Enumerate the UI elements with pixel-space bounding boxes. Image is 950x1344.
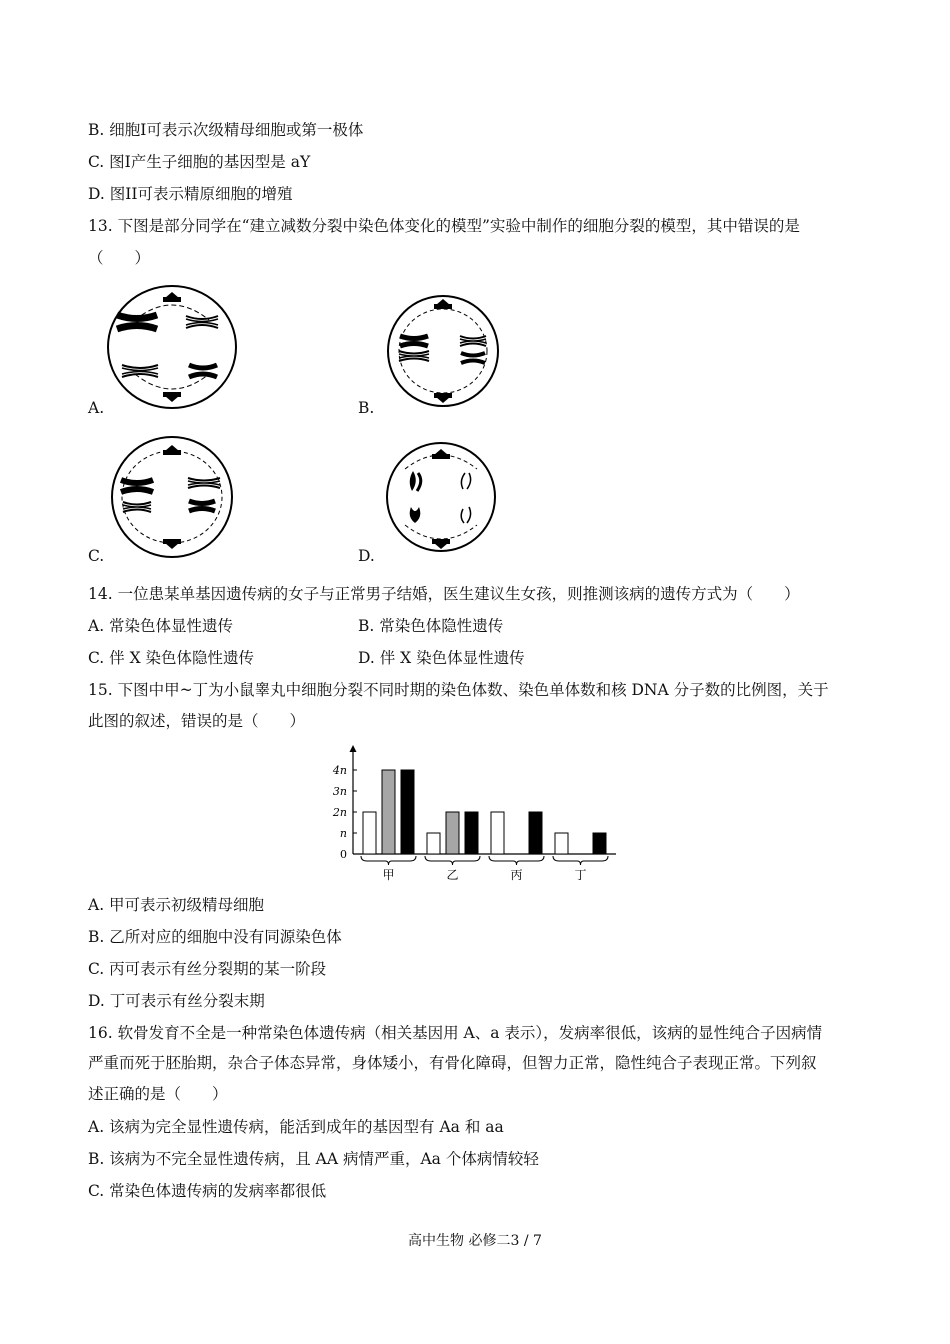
q14-option-c: C. 伴 X 染色体隐性遗传	[88, 649, 255, 667]
q13-label-d: D.	[358, 547, 375, 565]
q13-label-b: B.	[358, 399, 375, 417]
q12-option-c: C. 图I产生子细胞的基因型是 aY	[88, 153, 311, 171]
y-tick-label: n	[339, 827, 347, 840]
chromosome-ratio-chart	[330, 742, 625, 884]
q13-stem-bracket: （ ）	[88, 249, 151, 267]
category-bracket	[553, 856, 608, 865]
y-tick-label: 4n	[332, 764, 347, 777]
q15-stem: 15. 下图中甲~丁为小鼠睾丸中细胞分裂不同时期的染色体数、染色单体数和核 DNA 分子数的比例图，关于	[88, 681, 829, 699]
cell-model-b-figure	[385, 293, 505, 411]
bar-丙-1	[491, 812, 504, 854]
q14-stem: 14. 一位患某单基因遗传病的女子与正常男子结婚，医生建议生女孩，则推测该病的遗传方式为（ ）	[88, 585, 800, 603]
bar-丙-3	[529, 812, 542, 854]
cell-model-d-figure	[385, 441, 501, 557]
y-tick-label: 0	[340, 848, 347, 861]
q12-option-d: D. 图II可表示精原细胞的增殖	[88, 185, 293, 203]
q12-option-b: B. 细胞I可表示次级精母细胞或第一极体	[88, 121, 364, 139]
page-footer: 高中生物 必修二3 / 7	[408, 1233, 542, 1249]
bar-乙-3	[465, 812, 478, 854]
bar-甲-2	[382, 770, 395, 854]
q16-stem-line3: 述正确的是（ ）	[88, 1085, 228, 1103]
category-bracket	[489, 856, 544, 865]
x-category-label: 丁	[574, 868, 587, 882]
bar-甲-3	[401, 770, 414, 854]
y-axis-arrow	[350, 745, 357, 752]
x-category-label: 甲	[382, 868, 395, 882]
q15-option-b: B. 乙所对应的细胞中没有同源染色体	[88, 928, 342, 946]
q16-stem-line1: 16. 软骨发育不全是一种常染色体遗传病（相关基因用 A、a 表示），发病率很低，该病的显性纯合子因病情	[88, 1024, 823, 1042]
bar-丁-3	[593, 833, 606, 854]
bar-甲-1	[363, 812, 376, 854]
y-tick-label: 3n	[332, 785, 347, 798]
bar-丁-1	[555, 833, 568, 854]
cell-model-a-figure	[105, 282, 240, 412]
q15-option-a: A. 甲可表示初级精母细胞	[88, 896, 265, 914]
q16-option-a: A. 该病为完全显性遗传病，能活到成年的基因型有 Aa 和 aa	[88, 1118, 504, 1136]
q15-option-d: D. 丁可表示有丝分裂末期	[88, 992, 265, 1010]
q16-option-c: C. 常染色体遗传病的发病率都很低	[88, 1182, 327, 1200]
q15-stem-line2: 此图的叙述，错误的是（ ）	[88, 712, 306, 730]
x-category-label: 丙	[510, 868, 523, 882]
q14-option-b: B. 常染色体隐性遗传	[358, 617, 504, 635]
q15-option-c: C. 丙可表示有丝分裂期的某一阶段	[88, 960, 327, 978]
q13-label-c: C.	[88, 547, 105, 565]
q13-stem: 13. 下图是部分同学在“建立减数分裂中染色体变化的模型”实验中制作的细胞分裂的模型，其中错误的是	[88, 217, 800, 235]
q14-option-a: A. 常染色体显性遗传	[88, 617, 234, 635]
q16-option-b: B. 该病为不完全显性遗传病，且 AA 病情严重，Aa 个体病情较轻	[88, 1150, 539, 1168]
q13-label-a: A.	[88, 399, 105, 417]
x-category-label: 乙	[446, 868, 459, 882]
q14-option-d: D. 伴 X 染色体显性遗传	[358, 649, 525, 667]
y-tick-label: 2n	[332, 806, 347, 819]
q16-stem-line2: 严重而死于胚胎期，杂合子体态异常，身体矮小，有骨化障碍，但智力正常，隐性纯合子表现正常。下列叙	[88, 1054, 817, 1072]
category-bracket	[425, 856, 480, 865]
bar-乙-1	[427, 833, 440, 854]
cell-model-c-figure	[108, 435, 238, 560]
bar-乙-2	[446, 812, 459, 854]
category-bracket	[361, 856, 416, 865]
